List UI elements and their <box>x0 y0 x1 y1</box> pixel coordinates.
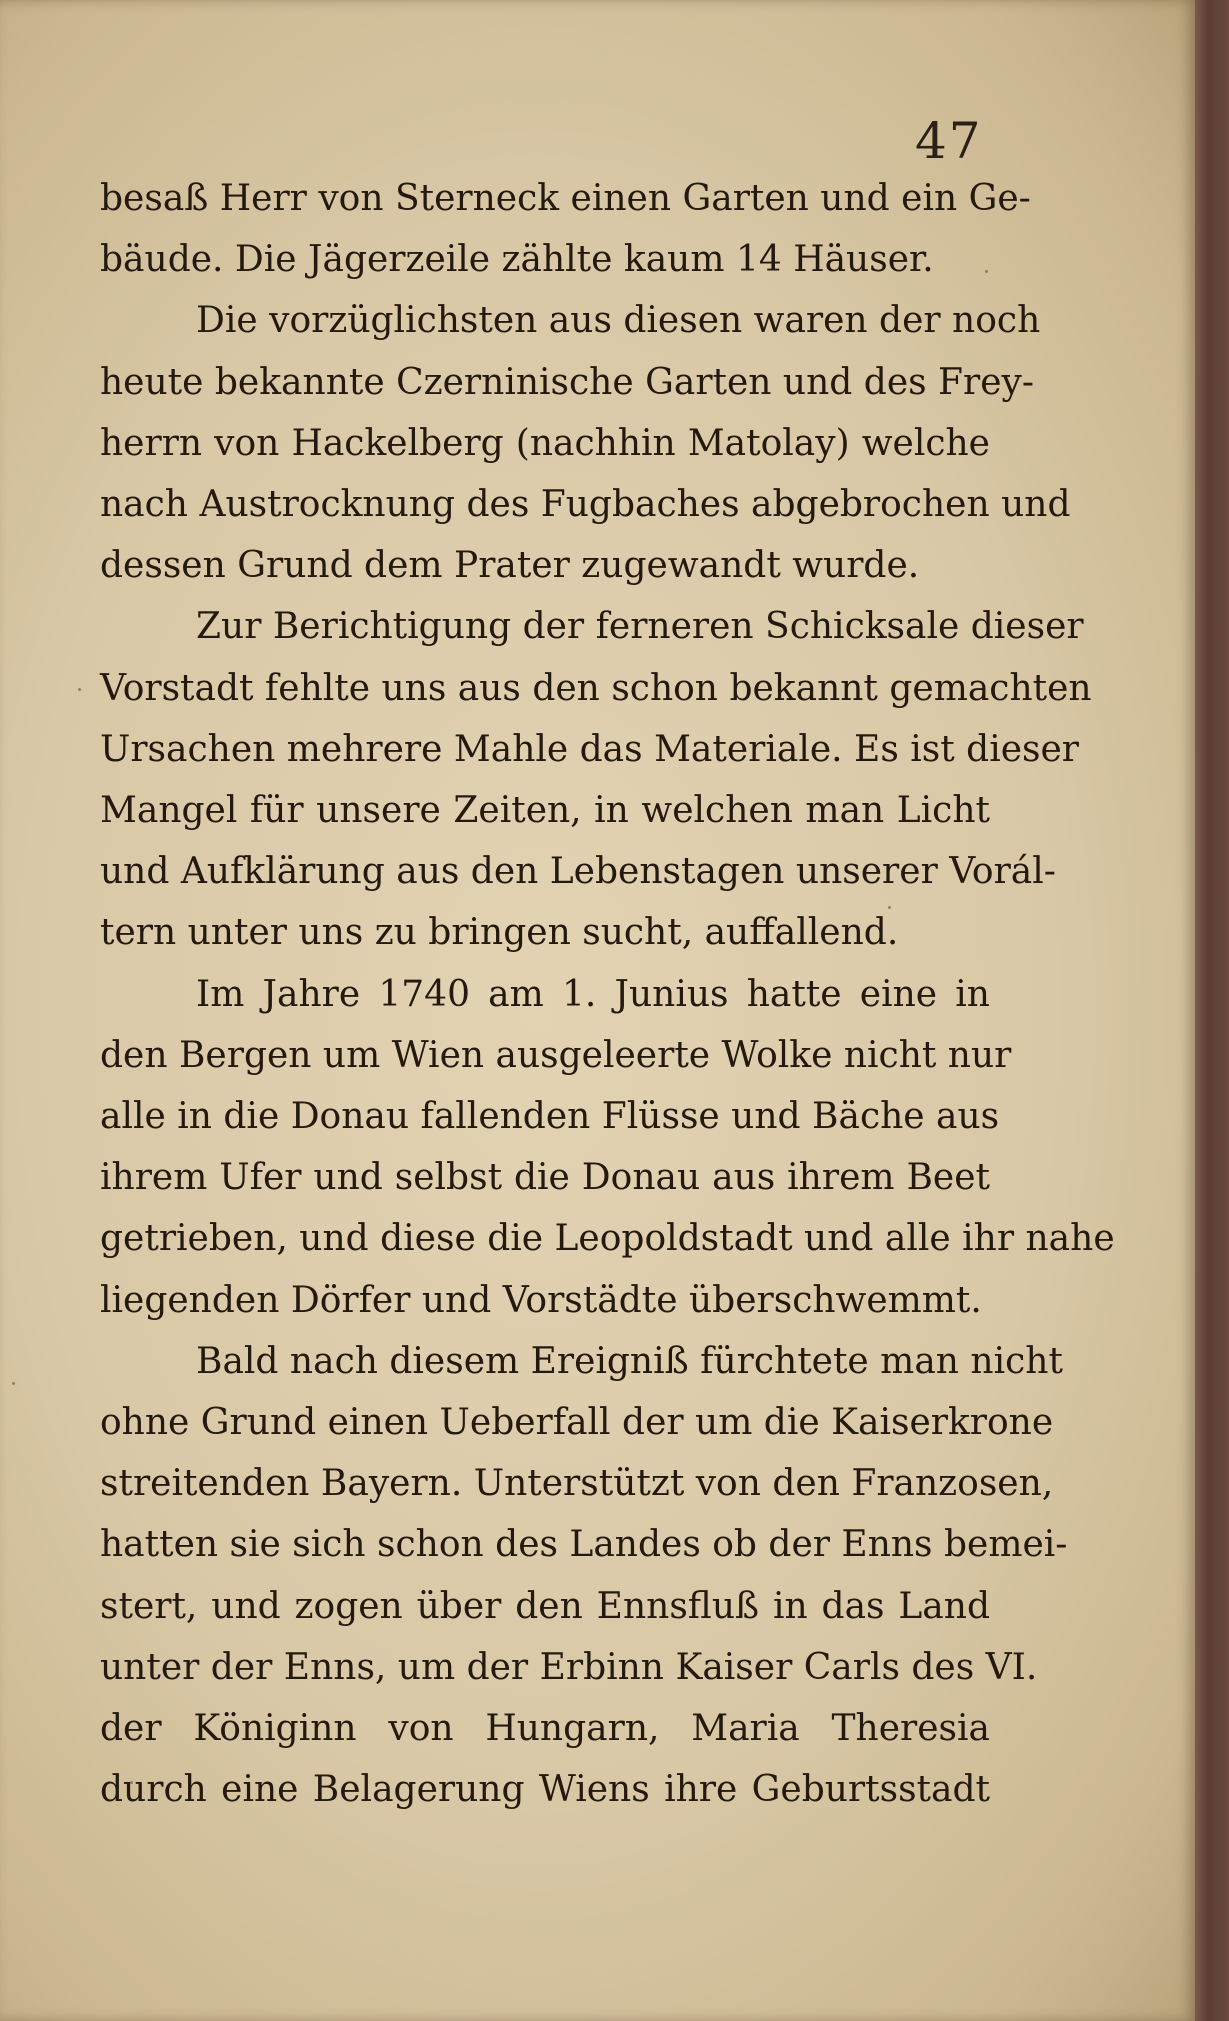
text-line: tern unter uns zu bringen sucht, auffallend. <box>100 912 899 954</box>
paragraph-start-line: Im Jahre 1740 am 1. Junius hatte eine in <box>196 973 990 1015</box>
paper-speck <box>888 906 891 909</box>
page-number: 47 <box>915 112 983 170</box>
text-line: besaß Herr von Sterneck einen Garten und ein Ge- <box>100 178 1031 219</box>
text-line: Mangel für unsere Zeiten, in welchen man Licht <box>100 790 990 832</box>
text-line: Ursachen mehrere Mahle das Materiale. Es ist dieser <box>100 728 1079 770</box>
text-line: dessen Grund dem Prater zugewandt wurde. <box>100 545 920 587</box>
paragraph-start-line: Die vorzüglichsten aus diesen waren der noch <box>196 300 1041 342</box>
paper-speck <box>985 270 988 273</box>
paper-speck <box>78 688 81 691</box>
text-line: heute bekannte Czerninische Garten und des Frey- <box>100 361 1035 403</box>
body-text <box>100 168 1115 1820</box>
paragraph-start-line: Bald nach diesem Ereigniß fürchtete man nicht <box>196 1340 1063 1382</box>
text-line: und Aufklärung aus den Lebenstagen unserer Vorál- <box>100 851 1056 893</box>
text-line: liegenden Dörfer und Vorstädte überschwemmt. <box>100 1279 982 1321</box>
text-line: Vorstadt fehlte uns aus den schon bekannt gemachten <box>100 667 1092 709</box>
text-line: durch eine Belagerung Wiens ihre Geburtsstadt <box>100 1769 990 1811</box>
paper-speck <box>12 1382 15 1385</box>
text-line: getrieben, und diese die Leopoldstadt und alle ihr nahe <box>100 1218 1115 1260</box>
text-line: der Königinn von Hungarn, Maria Theresia <box>100 1708 990 1750</box>
text-line: alle in die Donau fallenden Flüsse und Bäche aus <box>100 1096 1000 1138</box>
text-line: stert, und zogen über den Ennsfluß in das Land <box>100 1585 990 1627</box>
text-line: ohne Grund einen Ueberfall der um die Kaiserkrone <box>100 1402 1054 1444</box>
text-line: herrn von Hackelberg (nachhin Matolay) welche <box>100 422 990 464</box>
text-line: unter der Enns, um der Erbinn Kaiser Carls des VI. <box>100 1646 1038 1688</box>
paragraph-start-line: Zur Berichtigung der ferneren Schicksale dieser <box>196 606 1084 648</box>
text-line: den Bergen um Wien ausgeleerte Wolke nicht nur <box>100 1034 1012 1076</box>
text-line: streitenden Bayern. Unterstützt von den Franzosen, <box>100 1463 1054 1505</box>
paper-speck <box>130 1781 133 1784</box>
text-line: hatten sie sich schon des Landes ob der Enns bemei- <box>100 1524 1068 1566</box>
book-binding-edge <box>1195 0 1229 2021</box>
text-line: ihrem Ufer und selbst die Donau aus ihrem Beet <box>100 1157 990 1199</box>
text-line: bäude. Die Jägerzeile zählte kaum 14 Häuser. <box>100 239 934 281</box>
text-line: nach Austrocknung des Fugbaches abgebrochen und <box>100 484 1071 526</box>
